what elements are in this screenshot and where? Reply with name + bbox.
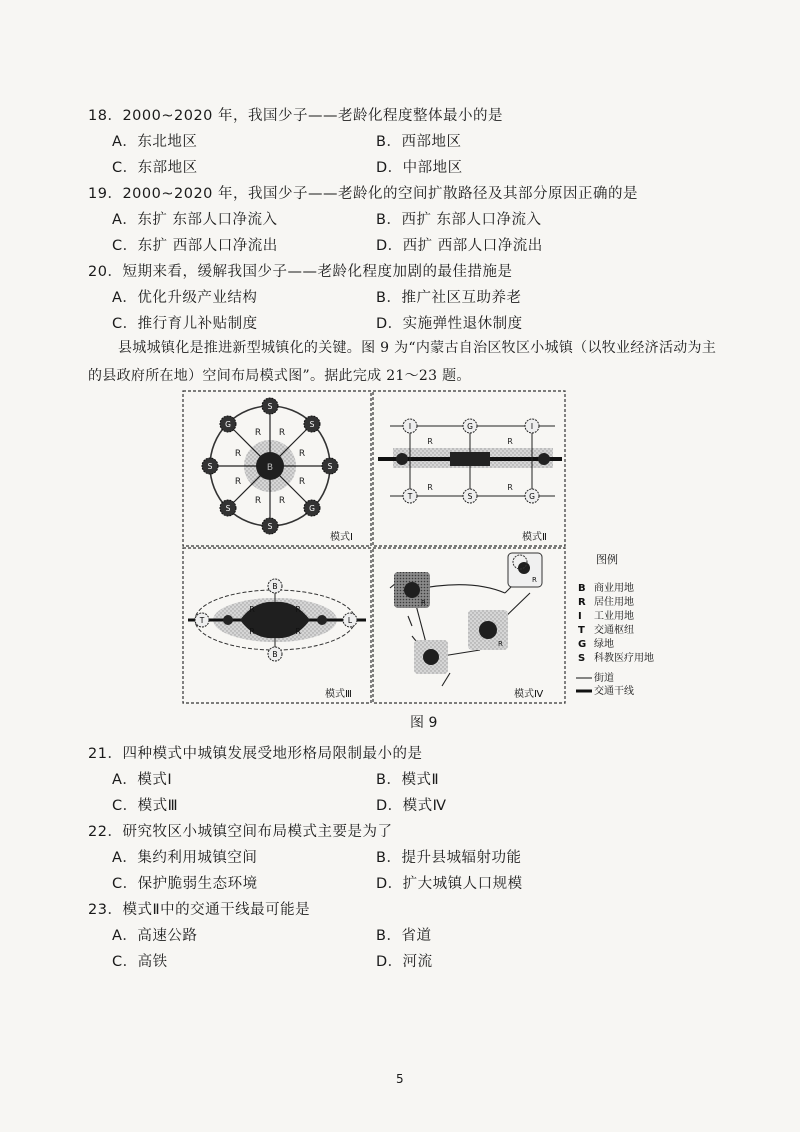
legend-code-t: T <box>578 625 585 636</box>
panel-label-1: 模式Ⅰ <box>330 532 353 543</box>
question-23: 23．模式Ⅱ中的交通干线最可能是 <box>88 902 311 918</box>
q21-option-a[interactable]: A．模式Ⅰ <box>112 772 173 788</box>
q19-option-a[interactable]: A．东扩 东部人口净流入 <box>112 212 278 228</box>
svg-text:S: S <box>225 504 231 513</box>
svg-text:R: R <box>507 437 513 446</box>
q21-option-c[interactable]: C．模式Ⅲ <box>112 798 179 814</box>
question-22: 22．研究牧区小城镇空间布局模式主要是为了 <box>88 824 393 840</box>
legend-street-label: 街道 <box>594 673 614 684</box>
svg-text:S: S <box>327 462 333 471</box>
svg-text:B: B <box>272 582 278 591</box>
q18-option-c[interactable]: C．东部地区 <box>112 160 198 176</box>
svg-text:B: B <box>266 463 274 473</box>
svg-text:R: R <box>507 483 513 492</box>
svg-text:T: T <box>407 492 413 501</box>
svg-text:R: R <box>532 576 537 584</box>
svg-text:I: I <box>530 422 534 431</box>
q23-option-b[interactable]: B．省道 <box>376 928 432 944</box>
legend-title: 图例 <box>596 553 618 566</box>
intro-paragraph: 县城城镇化是推进新型城镇化的关键。图 9 为“内蒙古自治区牧区小城镇（以牧业经济活动为主的县政府所在地）空间布局模式图”。据此完成 21～23 题。 <box>88 340 717 384</box>
legend-text-t: 交通枢纽 <box>594 625 634 636</box>
mode-2-diagram <box>378 419 562 503</box>
q18-option-d[interactable]: D．中部地区 <box>376 160 463 176</box>
legend-text-i: 工业用地 <box>594 611 634 622</box>
svg-text:I: I <box>408 422 412 431</box>
q20-option-c[interactable]: C．推行育儿补贴制度 <box>112 316 258 332</box>
q22-option-b[interactable]: B．提升县城辐射功能 <box>376 850 522 866</box>
legend-text-s: 科教医疗用地 <box>594 653 654 664</box>
svg-text:R: R <box>278 428 286 438</box>
panel-2-frame <box>373 391 565 546</box>
svg-text:L: L <box>347 616 353 625</box>
q22-option-d[interactable]: D．扩大城镇人口规模 <box>376 876 523 892</box>
svg-text:S: S <box>207 462 213 471</box>
svg-text:G: G <box>225 420 231 429</box>
panel-label-2: 模式Ⅱ <box>522 532 547 543</box>
q20-option-d[interactable]: D．实施弹性退休制度 <box>376 316 523 332</box>
q22-option-c[interactable]: C．保护脆弱生态环境 <box>112 876 258 892</box>
q19-option-b[interactable]: B．西扩 东部人口净流入 <box>376 212 542 228</box>
legend <box>576 552 654 697</box>
svg-text:R: R <box>254 496 262 506</box>
q20-option-b[interactable]: B．推广社区互助养老 <box>376 290 522 306</box>
q23-option-a[interactable]: A．高速公路 <box>112 928 198 944</box>
svg-text:G: G <box>529 492 535 501</box>
q21-option-d[interactable]: D．模式Ⅳ <box>376 798 447 814</box>
svg-text:R: R <box>498 640 503 648</box>
q21-option-b[interactable]: B．模式Ⅱ <box>376 772 440 788</box>
svg-text:B: B <box>272 650 278 659</box>
figure-9 <box>180 388 660 706</box>
svg-text:R: R <box>278 496 286 506</box>
svg-text:R: R <box>427 437 433 446</box>
svg-text:R: R <box>295 605 301 614</box>
legend-code-r: R <box>578 597 586 608</box>
svg-text:R: R <box>298 449 306 459</box>
svg-text:R: R <box>298 477 306 487</box>
legend-code-s: S <box>578 653 586 664</box>
svg-text:T: T <box>199 616 205 625</box>
page-number: 5 <box>396 1072 404 1086</box>
q19-option-c[interactable]: C．东扩 西部人口净流出 <box>112 238 278 254</box>
q18-option-b[interactable]: B．西部地区 <box>376 134 462 150</box>
legend-text-g: 绿地 <box>594 639 614 650</box>
svg-text:R: R <box>295 627 301 636</box>
q23-option-d[interactable]: D．河流 <box>376 954 433 970</box>
question-20: 20．短期来看，缓解我国少子——老龄化程度加剧的最佳措施是 <box>88 264 513 280</box>
svg-text:R: R <box>421 599 426 607</box>
q18-option-a[interactable]: A．东北地区 <box>112 134 198 150</box>
mode-1-diagram <box>202 398 338 534</box>
svg-text:S: S <box>267 402 273 411</box>
legend-code-b: B <box>578 583 586 594</box>
svg-text:G: G <box>309 504 315 513</box>
svg-text:R: R <box>427 483 433 492</box>
question-18: 18．2000~2020 年，我国少子——老龄化程度整体最小的是 <box>88 108 504 124</box>
legend-text-b: 商业用地 <box>594 583 634 594</box>
question-21: 21．四种模式中城镇发展受地形格局限制最小的是 <box>88 746 423 762</box>
q20-option-a[interactable]: A．优化升级产业结构 <box>112 290 258 306</box>
legend-code-i: I <box>578 611 582 622</box>
svg-text:R: R <box>234 477 242 487</box>
svg-text:G: G <box>467 422 473 431</box>
panel-label-4: 模式Ⅳ <box>514 689 544 700</box>
legend-trunk-label: 交通干线 <box>594 686 634 697</box>
legend-code-g: G <box>578 639 587 650</box>
svg-text:R: R <box>254 428 262 438</box>
svg-text:S: S <box>309 420 315 429</box>
svg-text:R: R <box>249 605 255 614</box>
q19-option-d[interactable]: D．西扩 西部人口净流出 <box>376 238 543 254</box>
svg-text:S: S <box>267 522 273 531</box>
mode-4-diagram <box>390 553 542 686</box>
question-19: 19．2000~2020 年，我国少子——老龄化的空间扩散路径及其部分原因正确的是 <box>88 186 639 202</box>
mode-3-diagram <box>188 579 366 661</box>
q23-option-c[interactable]: C．高铁 <box>112 954 168 970</box>
figure-caption: 图 9 <box>410 715 438 731</box>
q22-option-a[interactable]: A．集约利用城镇空间 <box>112 850 258 866</box>
svg-text:R: R <box>234 449 242 459</box>
svg-text:S: S <box>467 492 473 501</box>
legend-text-r: 居住用地 <box>594 597 634 608</box>
panel-label-3: 模式Ⅲ <box>325 689 352 700</box>
svg-text:R: R <box>249 627 255 636</box>
